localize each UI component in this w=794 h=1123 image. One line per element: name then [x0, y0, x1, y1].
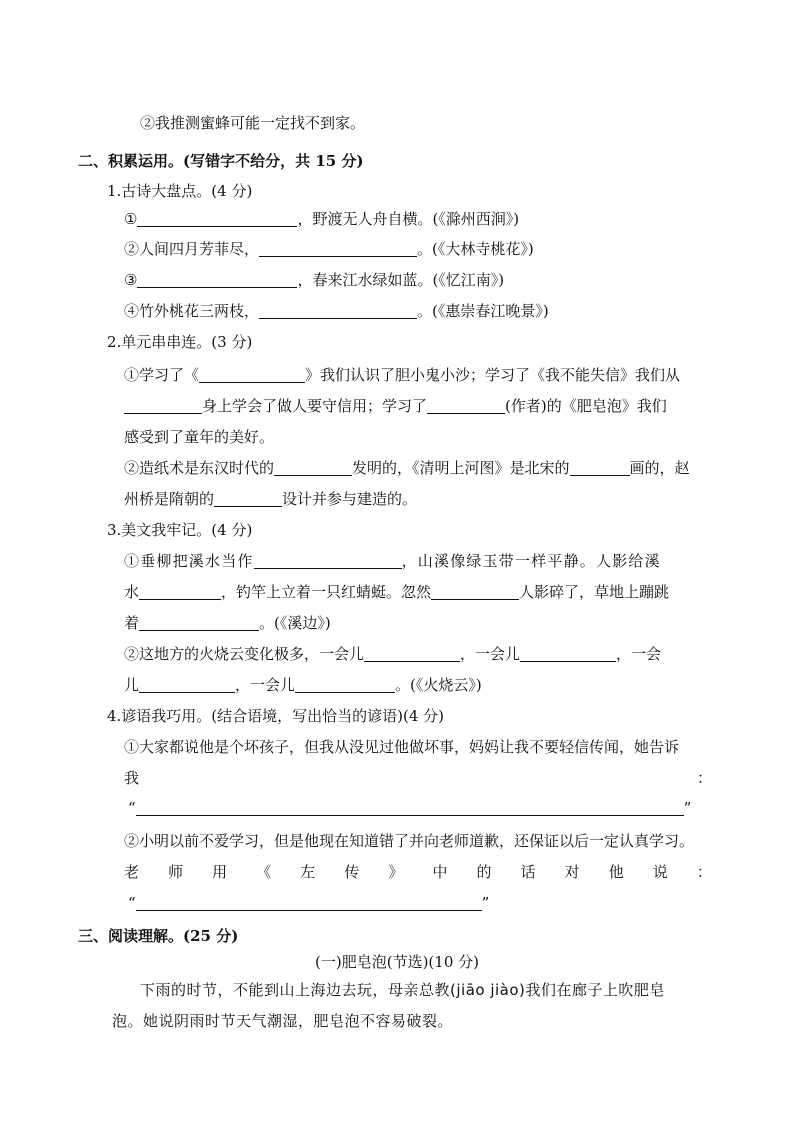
answer-blank[interactable] — [254, 553, 402, 569]
section2-heading: 二、积累运用。(写错字不给分，共 15 分) — [78, 152, 364, 170]
q1-poem-line-2: ②人间四月芳菲尽， 。(《大林寺桃花》) — [124, 240, 534, 258]
section3-heading: 三、阅读理解。(25 分) — [78, 927, 239, 945]
q2-line-1: ①学习了《 》我们认识了胆小鬼小沙；学习了《我不能失信》我们从 — [124, 366, 681, 384]
answer-blank[interactable] — [427, 398, 505, 414]
answer-blank[interactable] — [139, 615, 259, 631]
answer-blank[interactable] — [214, 491, 282, 507]
q3-line-1: ①垂柳把溪水当作 ，山溪像绿玉带一样平静。人影给溪 — [124, 552, 661, 570]
q3-title: 3.美文我牢记。(4 分) — [107, 521, 253, 539]
reading-passage-title: (一)肥皂泡(节选)(10 分) — [315, 953, 479, 971]
answer-blank[interactable] — [139, 677, 235, 693]
reading-passage-line-2: 泡。她说阴雨时节天气潮湿，肥皂泡不容易破裂。 — [112, 1012, 454, 1030]
answer-blank[interactable] — [136, 895, 482, 911]
q2-line-2: 身上学会了做人要守信用；学习了 (作者)的《肥皂泡》我们 — [124, 396, 667, 416]
q1-poem-line-4: ④竹外桃花三两枝， 。(《惠崇春江晚景》) — [124, 302, 549, 320]
answer-blank[interactable] — [124, 398, 202, 414]
q4-line-3: ②小明以前不爱学习，但是他现在知道错了并向老师道歉，还保证以后一定认真学习。 — [124, 832, 695, 850]
q4-line-4: 老 师 用 《 左 传 》 中 的 话 对 他 说 ： — [124, 863, 712, 881]
answer-blank[interactable] — [274, 460, 352, 476]
q1-title: 1.古诗大盘点。(4 分) — [107, 182, 253, 200]
answer-blank[interactable] — [364, 646, 460, 662]
q4-answer-line-1: “ ” — [128, 799, 692, 817]
answer-blank[interactable] — [570, 460, 630, 476]
q2-line-3: 感受到了童年的美好。 — [124, 428, 275, 446]
answer-blank[interactable] — [199, 367, 305, 383]
q2-title: 2.单元串串连。(3 分) — [107, 333, 253, 351]
answer-blank[interactable] — [520, 646, 616, 662]
answer-blank[interactable] — [259, 303, 417, 319]
previous-question-item: ②我推测蜜蜂可能一定找不到家。 — [140, 114, 366, 132]
q4-line-2: 我 ： — [124, 769, 712, 787]
q1-poem-line-3: ③ ，春来江水绿如蓝。(《忆江南》) — [124, 271, 505, 289]
answer-blank[interactable] — [431, 584, 519, 600]
q2-line-5: 州桥是隋朝的 设计并参与建造的。 — [124, 490, 418, 508]
answer-blank[interactable] — [295, 677, 395, 693]
answer-blank[interactable] — [137, 272, 297, 288]
q4-line-1: ①大家都说他是个坏孩子，但我从没见过他做坏事，妈妈让我不要轻信传闻，她告诉 — [124, 738, 680, 756]
q1-poem-line-1: ① ，野渡无人舟自横。(《滁州西涧》) — [124, 210, 520, 228]
answer-blank[interactable] — [259, 241, 417, 257]
q3-line-2: 水 ，钓竿上立着一只红蜻蜓。忽然 人影碎了，草地上蹦跳 — [124, 583, 670, 601]
answer-blank[interactable] — [136, 800, 684, 816]
q3-line-4: ②这地方的火烧云变化极多，一会儿 ，一会儿 ，一会 — [124, 645, 662, 663]
q4-title: 4.谚语我巧用。(结合语境，写出恰当的谚语)(4 分) — [107, 707, 445, 725]
answer-blank[interactable] — [137, 211, 297, 227]
q3-line-3: 着 。(《溪边》) — [124, 614, 331, 632]
reading-passage-line-1: 下雨的时节，不能到山上海边去玩，母亲总教(jiāo jiào)我们在廊子上吹肥皂 — [140, 981, 665, 999]
q2-line-4: ②造纸术是东汉时代的 发明的，《清明上河图》是北宋的 画的，赵 — [124, 459, 690, 477]
answer-blank[interactable] — [139, 584, 221, 600]
q4-answer-line-2: “ ” — [128, 894, 490, 912]
q3-line-5: 儿 ，一会儿 。(《火烧云》) — [124, 676, 482, 694]
